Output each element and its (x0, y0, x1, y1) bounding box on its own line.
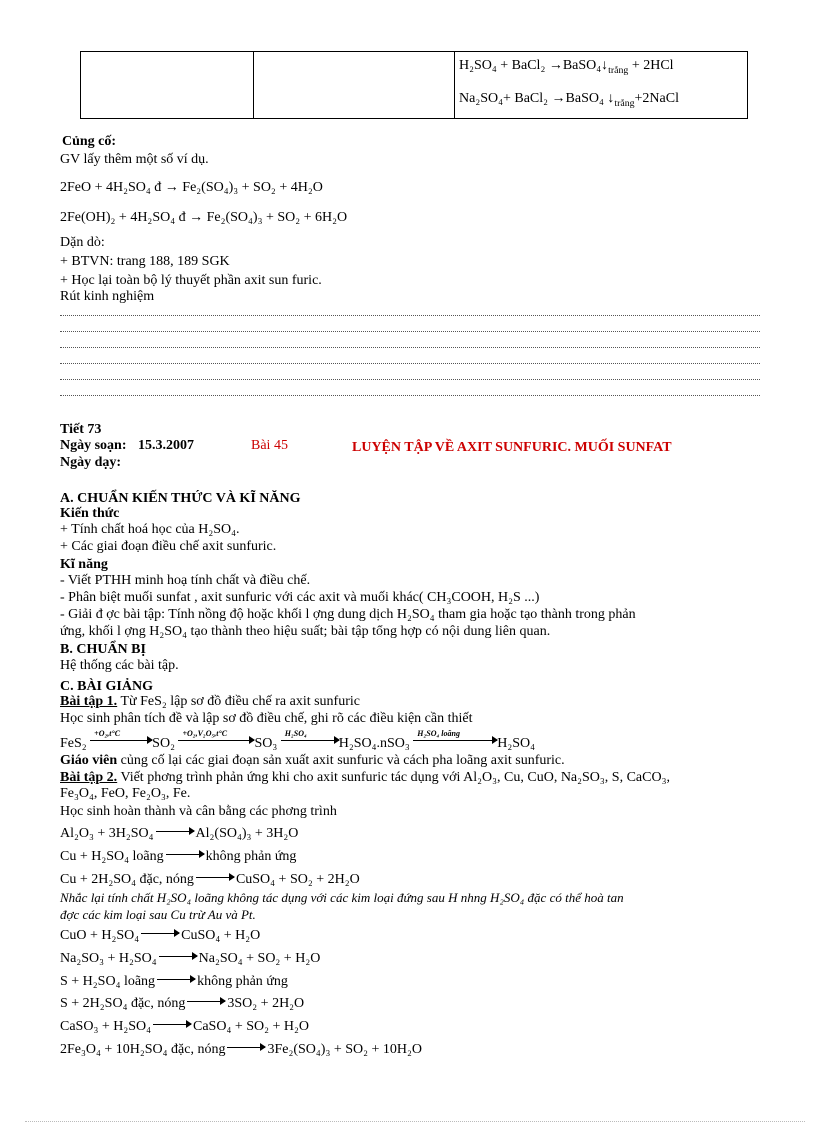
dotted-line (60, 315, 760, 316)
skill-item-2: - Phân biệt muối sunfat , axit sunfuric với các axit và muối khác( CH₃COOH, H₂S ...) (60, 590, 540, 605)
prep-date-label: Ngày soạn: (60, 438, 127, 453)
dando-line-2: + Học lại toàn bộ lý thuyết phần axit sun furic. (60, 273, 322, 288)
arrow-icon: +O₂,t°C (90, 740, 152, 741)
arrow-icon (187, 1001, 225, 1002)
equation-row: S + 2H₂SO₄ đặc, nóng 3SO₂ + 2H₂O (60, 996, 305, 1011)
arrow-icon (159, 956, 197, 957)
cungco-intro: GV lấy thêm một số ví dụ. (60, 152, 209, 167)
dotted-line (60, 379, 760, 380)
exercise-2: Bài tập 2. Viết phơng trình phản ứng khi cho axit sunfuric tác dụng với Al₂O₃, Cu, CuO, Na₂SO₃, S, CaCO₃, (60, 770, 670, 785)
cungco-equation-2: 2Fe(OH)₂ + 4H₂SO₄ đ → Fe₂(SO₄)₃ + SO₂ + 6H₂O (60, 210, 348, 225)
lesson-code: Bài 45 (251, 438, 288, 453)
dotted-line (60, 347, 760, 348)
reaction-table (80, 51, 748, 119)
equation-row: S + H₂SO₄ loãng không phản ứng (60, 974, 288, 989)
section-a-title: A. CHUẨN KIẾN THỨC VÀ KĨ NĂNG (60, 491, 301, 506)
teach-date-label: Ngày dạy: (60, 455, 122, 470)
equation-row: Cu + 2H₂SO₄ đặc, nóng CuSO₄ + SO₂ + 2H₂O (60, 872, 360, 887)
arrow-icon (196, 877, 234, 878)
arrow-icon (141, 933, 179, 934)
arrow-icon: +O₂,V₂O₅,t°C (178, 740, 254, 741)
skill-item-1: - Viết PTHH minh hoạ tính chất và điều chế. (60, 573, 311, 588)
table-equation-2: Na₂SO₄+ BaCl₂ →BaSO₄ $↓_{trắng}+2NaCl$ (459, 90, 679, 109)
skill-item-3: - Giải đ ợc bài tập: Tính nồng độ hoặc khối l ợng dung dịch H₂SO₄ tham gia hoặc tạo thành trong phản (60, 607, 636, 622)
cungco-title: Củng cố: (62, 134, 117, 149)
dando-line-1: + BTVN: trang 188, 189 SGK (60, 254, 230, 269)
down-arrow-icon: ↓ (607, 90, 615, 106)
section-b-text: Hệ thống các bài tập. (60, 658, 179, 673)
arrow-icon: → (548, 58, 563, 73)
synthesis-chain: FeS₂ +O₂,t°C SO₂ +O₂,V₂O₅,t°C SO₃ H₂SO₄ H₂SO₄.nSO₃ H₂SO₄ loãng H₂SO₄ (60, 729, 536, 751)
page-edge (25, 1121, 805, 1122)
dotted-line (60, 331, 760, 332)
down-arrow-icon: ↓ (601, 58, 609, 73)
lesson-title: LUYỆN TẬP VỀ AXIT SUNFURIC. MUỐI SUNFAT (352, 440, 672, 455)
lesson-number: Tiết 73 (60, 422, 102, 437)
arrow-icon: H₂SO₄ loãng (413, 740, 497, 741)
arrow-icon: → (164, 180, 179, 195)
cungco-equation-1: 2FeO + 4H₂SO₄ đ → Fe₂(SO₄)₃ + SO₂ + 4H₂O (60, 180, 323, 195)
knowledge-item-1: + Tính chất hoá học của H₂SO₄. (60, 522, 240, 537)
equation-row: Al₂O₃ + 3H₂SO₄ Al₂(SO₄)₃ + 3H₂O (60, 826, 299, 841)
arrow-icon (156, 831, 194, 832)
skills-heading: Kĩ năng (60, 557, 108, 572)
equation-row: CuO + H₂SO₄ CuSO₄ + H₂O (60, 928, 261, 943)
exercise-1: Bài tập 1. Từ FeS₂ lập sơ đồ điều chế ra axit sunfuric (60, 694, 360, 709)
note-line-2: đợc các kim loại sau Cu trừ Au và Pt. (60, 907, 256, 922)
arrow-icon (157, 979, 195, 980)
arrow-icon: → (189, 210, 204, 225)
arrow-icon (153, 1024, 191, 1025)
arrow-icon (227, 1047, 265, 1048)
dando-line-3: Rút kinh nghiệm (60, 289, 155, 304)
section-b-title: B. CHUẨN BỊ (60, 642, 146, 657)
note-line-1: Nhắc lại tính chất H₂SO₄ loãng không tác dụng với các kim loại đứng sau H nhng H₂SO₄ đặc có thể hoà tan (60, 890, 624, 905)
dotted-line (60, 363, 760, 364)
dando-title: Dặn dò: (60, 235, 105, 250)
exercise-2-student-task: Học sinh hoàn thành và cân bằng các phơng trình (60, 804, 337, 819)
knowledge-item-2: + Các giai đoạn điều chế axit sunfuric. (60, 539, 277, 554)
table-equation-1: H₂SO₄ + BaCl₂ $\to BaSO_4↓_{trắng} + 2HCl$ (459, 58, 674, 76)
exercise-1-student-task: Học sinh phân tích đề và lập sơ đồ điều chế, ghi rõ các điều kiện cần thiết (60, 711, 473, 726)
arrow-icon: → (551, 90, 566, 106)
equation-row: CaSO₃ + H₂SO₄ CaSO₄ + SO₂ + H₂O (60, 1019, 309, 1034)
exercise-2-cont: Fe₃O₄, FeO, Fe₂O₃, Fe. (60, 786, 191, 801)
table-cell-empty-2 (254, 52, 455, 119)
teacher-note: Giáo viên củng cố lại các giai đoạn sản xuất axit sunfuric và cách pha loãng axit sunfuric. (60, 753, 565, 768)
table-cell-equations (455, 52, 748, 119)
dotted-line (60, 395, 760, 396)
arrow-icon: H₂SO₄ (281, 740, 339, 741)
section-c-title: C. BÀI GIẢNG (60, 679, 153, 694)
prep-date: 15.3.2007 (138, 438, 194, 453)
table-cell-empty-1 (81, 52, 254, 119)
knowledge-heading: Kiến thức (60, 506, 120, 521)
arrow-icon (166, 854, 204, 855)
skill-item-3-cont: ứng, khối l ợng H₂SO₄ tạo thành theo hiệu suất; bài tập tổng hợp có nội dung liên quan. (60, 624, 551, 639)
equation-row: Na₂SO₃ + H₂SO₄ Na₂SO₄ + SO₂ + H₂O (60, 951, 321, 966)
equation-row: 2Fe₃O₄ + 10H₂SO₄ đặc, nóng 3Fe₂(SO₄)₃ + SO₂ + 10H₂O (60, 1042, 423, 1057)
equation-row: Cu + H₂SO₄ loãng không phản ứng (60, 849, 297, 864)
